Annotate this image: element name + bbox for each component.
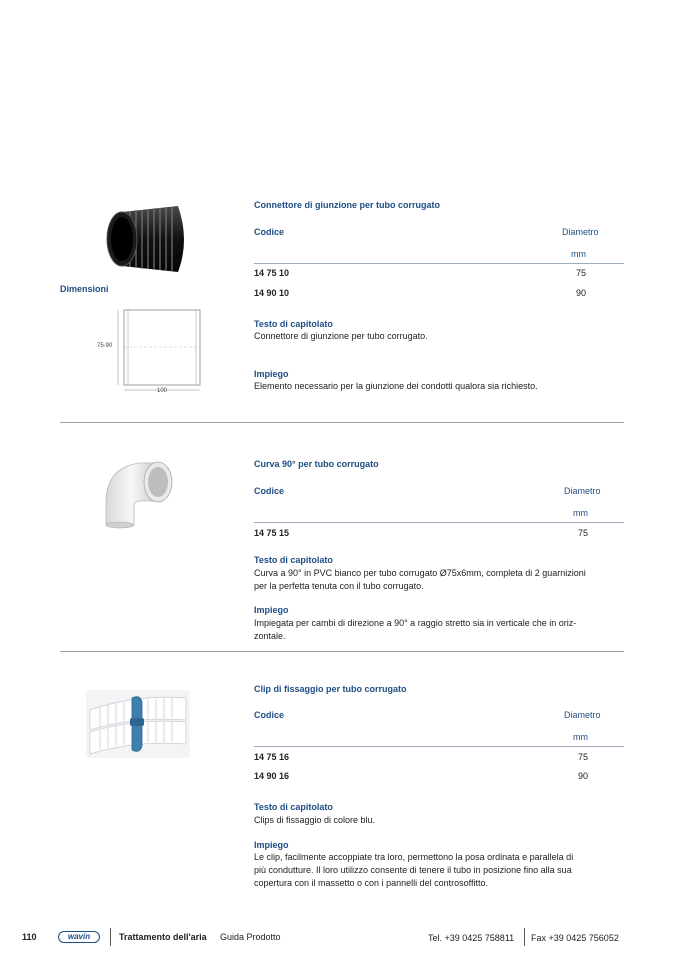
section-3-use-line-2: più condutture. Il loro utilizzo consente di tenere il tubo in posizione fino alla sua [254,865,572,875]
corrugated-pipe-clip-icon [86,690,190,758]
section-1-spec-line-1: Connettore di giunzione per tubo corrugato. [254,331,428,341]
page-number: 110 [22,932,37,942]
product-image-connector [100,200,190,275]
section-1-row-2-diam: 90 [575,288,586,298]
pvc-elbow-icon [100,455,180,530]
footer-divider-1 [110,928,111,946]
section-3-row-2-code: 14 90 16 [254,771,290,781]
section-3-header-code: Codice [254,710,285,720]
section-2-row-1-code: 14 75 15 [254,528,290,538]
footer-section-name: Trattamento dell'aria [119,932,207,942]
dimension-height-label: 75-90 [97,343,113,349]
section-1-header-code: Codice [254,227,285,237]
section-2-header-unit: mm [573,508,588,518]
section-1-header-diam: Diametro [562,227,599,237]
section-3-use-line-1: Le clip, facilmente accoppiate tra loro, permettono la posa ordinata e parallela di [254,852,574,862]
section-2-header-diam: Diametro [564,486,601,496]
section-1-row-1-code: 14 75 10 [254,268,290,278]
section-2-use-title: Impiego [254,605,289,615]
section-2-spec-title: Testo di capitolato [254,555,333,565]
corrugated-connector-icon [100,200,190,275]
section-3-row-2-diam: 90 [577,771,588,781]
section-1-row-1-diam: 75 [575,268,586,278]
section-2-header-code: Codice [254,486,285,496]
section-3-row-1-code: 14 75 16 [254,752,290,762]
footer-fax: Fax +39 0425 756052 [531,933,619,943]
dimension-width-label: 100 [157,388,168,394]
section-3-header-diam: Diametro [564,710,601,720]
wavin-logo [58,931,100,943]
technical-drawing-icon [92,305,212,400]
product-image-elbow [100,455,180,530]
product-image-clip [86,690,190,758]
section-3-spec-line-1: Clips di fissaggio di colore blu. [254,815,376,825]
section-3-use-title: Impiego [254,840,289,850]
section-2-spec-line-2: per la perfetta tenuta con il tubo corrugato. [254,581,424,591]
section-3-table-rule [254,746,624,747]
section-1-header-unit: mm [571,249,586,259]
section-2-row-1-diam: 75 [577,528,588,538]
dimension-drawing [92,305,212,400]
section-3-header-unit: mm [573,732,588,742]
section-2-title: Curva 90° per tubo corrugato [254,459,379,469]
section-1-row-2-code: 14 90 10 [254,288,290,298]
footer-guide-name: Guida Prodotto [220,932,281,942]
section-separator-1 [60,422,624,423]
section-separator-2 [60,651,624,652]
section-1-spec-title: Testo di capitolato [254,319,333,329]
footer-divider-2 [524,928,525,946]
section-3-use-line-3: copertura con il massetto o con i pannelli del controsoffitto. [254,878,488,888]
section-2-table-rule [254,522,624,523]
section-1-use-title: Impiego [254,369,289,379]
section-3-row-1-diam: 75 [577,752,588,762]
footer-tel: Tel. +39 0425 758811 [428,933,515,943]
section-2-use-line-2: zontale. [254,631,286,641]
wavin-logo-text: wavin [67,932,91,941]
section-2-use-line-1: Impiegata per cambi di direzione a 90° a raggio stretto sia in verticale che in oriz- [254,618,577,628]
section-3-spec-title: Testo di capitolato [254,802,333,812]
section-2-spec-line-1: Curva a 90° in PVC bianco per tubo corrugato Ø75x6mm, completa di 2 guarnizioni [254,568,586,578]
section-1-table-rule [254,263,624,264]
section-3-title: Clip di fissaggio per tubo corrugato [254,684,407,694]
section-1-title: Connettore di giunzione per tubo corrugato [254,200,440,210]
dimensions-label: Dimensioni [60,284,109,294]
section-1-use-line-1: Elemento necessario per la giunzione dei condotti qualora sia richiesto. [254,381,538,391]
